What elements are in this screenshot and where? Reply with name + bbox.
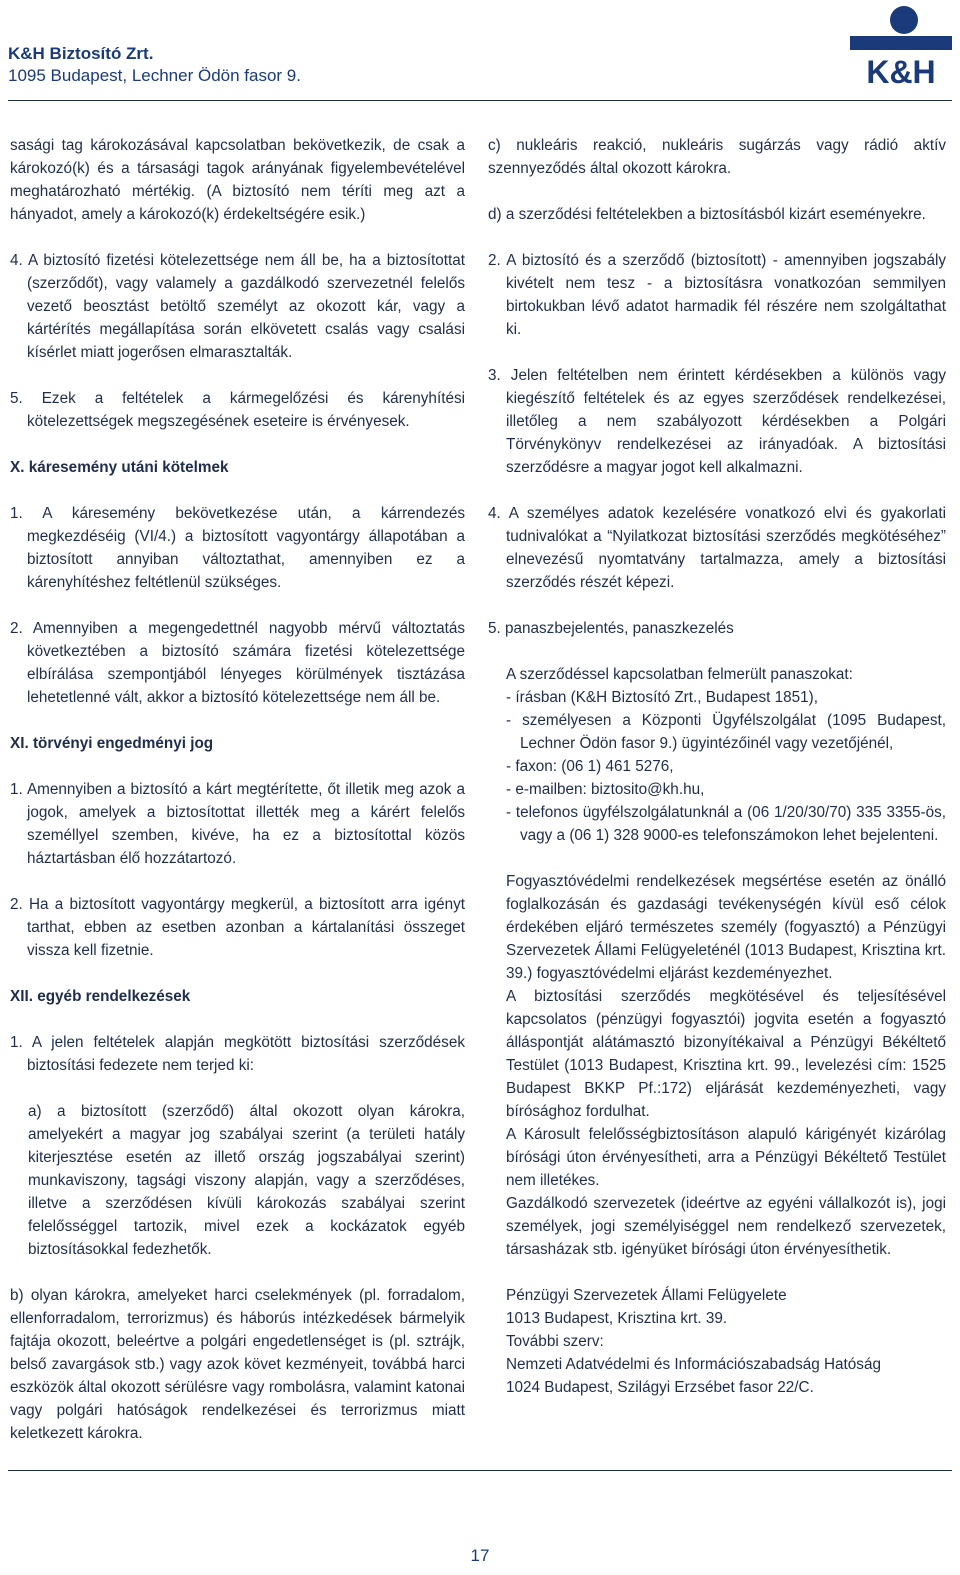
section-xii-item-5: 5. panaszbejelentés, panaszkezelés <box>488 620 734 637</box>
section-heading-xii: XII. egyéb rendelkezések <box>10 988 191 1005</box>
paragraph-5: 5. Ezek a feltételek a kármegelőzési és kárenyhítési kötelezettségek megszegésének eseteire is érvényesek. <box>10 390 465 430</box>
section-xii-item-1c: c) nukleáris reakció, nukleáris sugárzás vagy rádió aktív szennyeződés által okozott károkra. <box>488 137 946 177</box>
organizations-paragraph: Gazdálkodó szervezetek (ideértve az egyéni vállalkozót is), jogi személyek, jogi személyiséggel nem rendelkező szervezetek, társasházak stb. igényüket bírósági úton érvényesíthetik. <box>506 1195 946 1258</box>
complaint-channel-item: - telefonos ügyfélszolgálatunknál a (06 1/20/30/70) 335 3355-ös, vagy a (06 1) 328 9000-es telefonszámokon lehet bejelenteni. <box>506 804 946 844</box>
section-xii-item-1a: a) a biztosított (szerződő) által okozott olyan károkra, amelyekért a magyar jog szabályai szerint (a területi hatály kiterjesztése esetén az illető ország jogszabályai szerint) munkaviszony, tagsági viszony alapján, vagy a szerződéses, illetve a szerződésen kívüli károkozás szabályai szerint felelősséggel tartozik, mivel ezek a kockázatok egyéb biztosításokkal fedezhetők. <box>28 1103 465 1258</box>
paragraph-4: 4. A biztosító fizetési kötelezettsége nem áll be, ha a biztosítottat (szerződőt), vagy valamely a gazdálkodó szervezetnél felelős vezető beosztást betöltő személyt az okozott kár, vagy a kártérítés megállapítása során elkövetett csalás vagy csalási kísérlet miatt jogerősen elmarasztalták. <box>10 252 465 361</box>
further-authority-label: További szerv: <box>506 1333 604 1350</box>
section-xi-item-2: 2. Ha a biztosított vagyontárgy megkerül, a biztosított arra igényt tarthat, ebben az esetben azonban a kártalanítási összeget vissza kell fizetnie. <box>10 896 465 959</box>
complaint-channels-list <box>488 686 946 847</box>
consumer-protection-paragraph: Fogyasztóvédelmi rendelkezések megsértése esetén az önálló foglalkozásán és gazdasági tevékenységén kívül eső célok érdekében eljáró természetes személy (fogyasztó) a Pénzügyi Szervezetek Állami Felügyeleténél (1013 Budapest, Krisztina krt. 39.) fogyasztóvédelmi eljárást kezdeményezhet. <box>506 873 946 982</box>
kh-logo-icon <box>848 4 954 86</box>
complaint-channel-item: - e-mailben: biztosito@kh.hu, <box>506 781 705 798</box>
section-xii-item-4: 4. A személyes adatok kezelésére vonatkozó elvi és gyakorlati tudnivalókat a “Nyilatkozat biztosítási szerződés megkötéséhez” elnevezésű nyomtatvány tartalmazza, amely a biztosítási szerződés részét képezi. <box>488 505 946 591</box>
section-xii-item-1: 1. A jelen feltételek alapján megkötött biztosítási szerződések biztosítási fedezete nem terjed ki: <box>10 1034 465 1074</box>
injured-party-paragraph: A Károsult felelősségbiztosításon alapuló kárigényét kizárólag bírósági úton érvényesítheti, arra a Pénzügyi Békéltető Testület nem illetékes. <box>506 1126 946 1189</box>
section-heading-xi: XI. törvényi engedményi jog <box>10 735 214 752</box>
complaint-channel-item: - személyesen a Központi Ügyfélszolgálat (1095 Budapest, Lechner Ödön fasor 9.) ügyintézőinél vagy vezetőjénél, <box>506 712 946 752</box>
section-xii-item-1b: b) olyan károkra, amelyeket harci cselekmények (pl. forradalom, ellenforradalom, terrorizmus) és háborús intézkedések bármelyik fajtája okozott, beleértve a polgári engedetlenséget is (pl. sztrájk, belső zavargások stb.) vagy azok követ kezményeit, továbbá harci eszközök által okozott sérülésre vagy rombolásra, valamint katonai vagy polgári hatóságok rendelkezései és terrorizmus miatt keletkezett károkra. <box>10 1287 465 1442</box>
section-x-item-2: 2. Amennyiben a megengedettnél nagyobb mérvű változtatás következtében a biztosító számára fizetési kötelezettsége elbírálása szempontjából lényeges körülmények tisztázása lehetetlenné vált, akkor a biztosító kötelezettsége nem áll be. <box>10 620 465 706</box>
section-xi-item-1: 1. Amennyiben a biztosító a kárt megtérítette, őt illetik meg azok a jogok, amelyek a biztosítottat illették meg a kárért felelős személlyel szemben, kivéve, ha ez a biztosítottal közös háztartásban élő hozzátartozó. <box>10 781 465 867</box>
page-number: 17 <box>470 1546 490 1565</box>
footer-divider <box>8 1470 952 1471</box>
complaint-channel-item: - írásban (K&H Biztosító Zrt., Budapest 1851), <box>506 689 819 706</box>
header-address: 1095 Budapest, Lechner Ödön fasor 9. <box>8 66 301 85</box>
section-x-item-1: 1. A káresemény bekövetkezése után, a kárrendezés megkezdéséig (VI/4.) a biztosított vagyontárgy állapotában a biztosított annyiban változtathat, amennyiben ez a kárenyhítéshez feltétlenül szükséges. <box>10 505 465 591</box>
authority-address: 1013 Budapest, Krisztina krt. 39. <box>506 1310 728 1327</box>
section-xii-item-2: 2. A biztosító és a szerződő (biztosított) - amennyiben jogszabály kivételt nem tesz - a biztosításra vonatkozóan semmilyen birtokukban lévő adatot harmadik fél részére nem szolgáltathat ki. <box>488 252 946 338</box>
complaints-intro: A szerződéssel kapcsolatban felmerült panaszokat: <box>506 666 853 683</box>
logo-text: K&H <box>866 54 936 86</box>
paragraph-continuation: sasági tag károkozásával kapcsolatban bekövetkezik, de csak a károkozó(k) és a társasági tagok arányának figyelembevételével meghatározható mértékig. (A biztosító nem téríti meg azt a hányadot, amely a károkozó(k) érdekeltségére esik.) <box>10 137 465 223</box>
section-xii-item-3: 3. Jelen feltételben nem érintett kérdésekben a különös vagy kiegészítő feltételek és az egyes szerződések rendelkezései, illetőleg a nem szabályozott kérdésekben a Polgári Törvénykönyv rendelkezései az irányadóak. A biztosítási szerződésre a magyar jogot kell alkalmazni. <box>488 367 946 476</box>
complaint-channel-item: - faxon: (06 1) 461 5276, <box>506 758 674 775</box>
data-protection-authority-name: Nemzeti Adatvédelmi és Információszabadság Hatóság <box>506 1356 881 1373</box>
dispute-resolution-paragraph: A biztosítási szerződés megkötésével és teljesítésével kapcsolatos (pénzügyi fogyasztói) jogvita esetén a fogyasztó álláspontját alátámasztó bizonyítékaival a Pénzügyi Békéltető Testület (1013 Budapest, Krisztina krt. 99., levelezési cím: 1525 Budapest BKKP Pf.:172) eljárását kezdeményezheti, vagy bírósághoz fordulhat. <box>506 988 946 1120</box>
section-xii-item-1d: d) a szerződési feltételekben a biztosításból kizárt eseményekre. <box>488 206 926 223</box>
section-heading-x: X. káresemény utáni kötelmek <box>10 459 229 476</box>
authority-name: Pénzügyi Szervezetek Állami Felügyelete <box>506 1287 787 1304</box>
header-divider <box>8 100 952 101</box>
header-company: K&H Biztosító Zrt. <box>8 44 154 63</box>
right-column <box>488 134 946 1399</box>
left-column <box>10 134 465 1445</box>
data-protection-authority-address: 1024 Budapest, Szilágyi Erzsébet fasor 22/C. <box>506 1379 814 1396</box>
